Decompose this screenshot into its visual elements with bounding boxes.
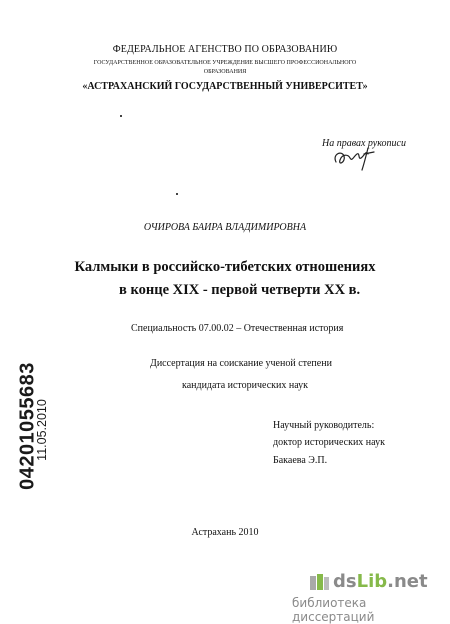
author-name: ОЧИРОВА БАИРА ВЛАДИМИРОВНА bbox=[143, 222, 307, 233]
dissertation-title-line1: Калмыки в российско-тибетских отношениях bbox=[74, 259, 376, 275]
supervisor-label: Научный руководитель: bbox=[273, 420, 375, 431]
scan-speck bbox=[176, 193, 178, 195]
dslib-logo-main: Lib bbox=[356, 571, 388, 592]
manuscript-rights-note: На правах рукописи bbox=[322, 138, 406, 149]
supervisor-degree: доктор исторических наук bbox=[273, 437, 385, 448]
library-stamp-date bbox=[34, 382, 50, 478]
supervisor-name: Бакаева Э.П. bbox=[273, 455, 328, 466]
dslib-logo-icon bbox=[309, 572, 331, 592]
dslib-logo-prefix: ds bbox=[333, 571, 357, 592]
library-stamp-date-text: 11.05.2010 bbox=[35, 399, 49, 461]
handwritten-signature bbox=[330, 144, 380, 172]
university-name: «АСТРАХАНСКИЙ ГОСУДАРСТВЕННЫЙ УНИВЕРСИТЕТ» bbox=[82, 81, 368, 92]
dslib-logo bbox=[333, 571, 428, 592]
specialty: Специальность 07.00.02 – Отечественная история bbox=[131, 323, 344, 334]
dslib-caption: библиотека диссертаций bbox=[292, 596, 375, 624]
dslib-logo-suffix: .net bbox=[387, 571, 428, 592]
scan-speck bbox=[120, 115, 122, 117]
city-year: Астрахань 2010 bbox=[191, 527, 259, 538]
degree-statement-line1: Диссертация на соискание ученой степени bbox=[150, 358, 332, 369]
institution-type-line2: ОБРАЗОВАНИЯ bbox=[203, 69, 247, 75]
agency-name: ФЕДЕРАЛЬНОЕ АГЕНСТВО ПО ОБРАЗОВАНИЮ bbox=[112, 44, 338, 55]
degree-statement-line2: кандидата исторических наук bbox=[182, 380, 309, 391]
institution-type-line1: ГОСУДАРСТВЕННОЕ ОБРАЗОВАТЕЛЬНОЕ УЧРЕЖДЕНИЕ ВЫСШЕГО ПРОФЕССИОНАЛЬНОГО bbox=[93, 60, 357, 66]
library-stamp-code-text: 04201055683 bbox=[16, 362, 39, 490]
dissertation-title-line2: в конце XIX - первой четверти XX в. bbox=[119, 282, 361, 298]
